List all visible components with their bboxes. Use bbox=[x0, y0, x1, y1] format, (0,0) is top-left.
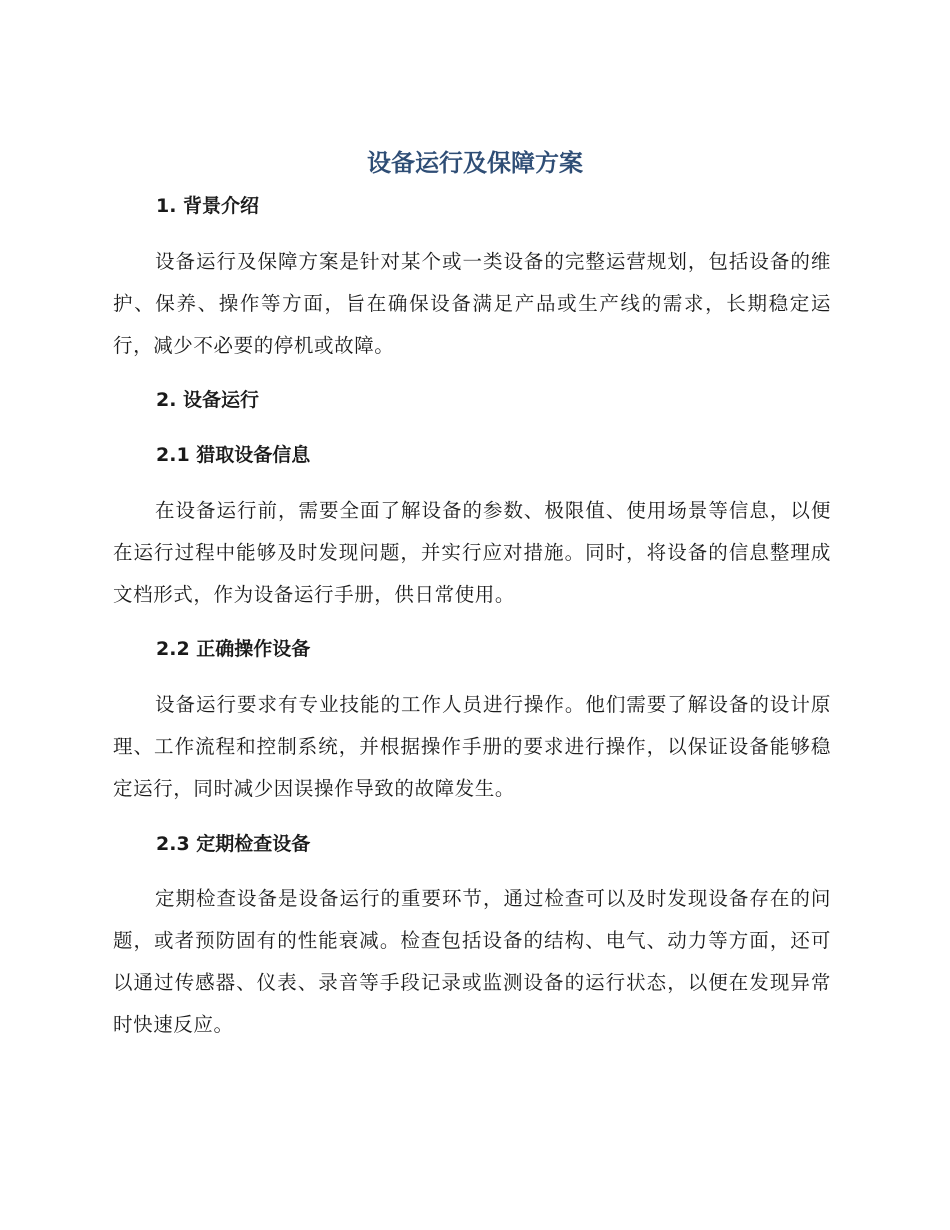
section-heading-regular-inspection: 2.3 定期检查设备 bbox=[156, 833, 311, 855]
document-title: 设备运行及保障方案 bbox=[367, 149, 583, 177]
section-heading-get-info: 2.1 猎取设备信息 bbox=[156, 444, 311, 466]
section-paragraph-get-info: 在设备运行前，需要全面了解设备的参数、极限值、使用场景等信息，以便在运行过程中能够及时发现问题，并实行应对措施。同时，将设备的信息整理成文档形式，作为设备运行手册，供日常使用。 bbox=[113, 499, 831, 606]
section-paragraph-correct-operation: 设备运行要求有专业技能的工作人员进行操作。他们需要了解设备的设计原理、工作流程和控制系统，并根据操作手册的要求进行操作，以保证设备能够稳定运行，同时减少因误操作导致的故障发生。 bbox=[113, 693, 831, 800]
section-paragraph-regular-inspection: 定期检查设备是设备运行的重要环节，通过检查可以及时发现设备存在的问题，或者预防固有的性能衰减。检查包括设备的结构、电气、动力等方面，还可以通过传感器、仪表、录音等手段记录或监测设备的运行状态，以便在发现异常时快速反应。 bbox=[113, 887, 831, 1036]
section-paragraph-background: 设备运行及保障方案是针对某个或一类设备的完整运营规划，包括设备的维护、保养、操作等方面，旨在确保设备满足产品或生产线的需求，长期稳定运行，减少不必要的停机或故障。 bbox=[113, 250, 831, 357]
section-heading-operation: 2. 设备运行 bbox=[156, 389, 260, 411]
section-heading-correct-operation: 2.2 正确操作设备 bbox=[156, 638, 311, 660]
section-heading-background: 1. 背景介绍 bbox=[156, 195, 260, 217]
